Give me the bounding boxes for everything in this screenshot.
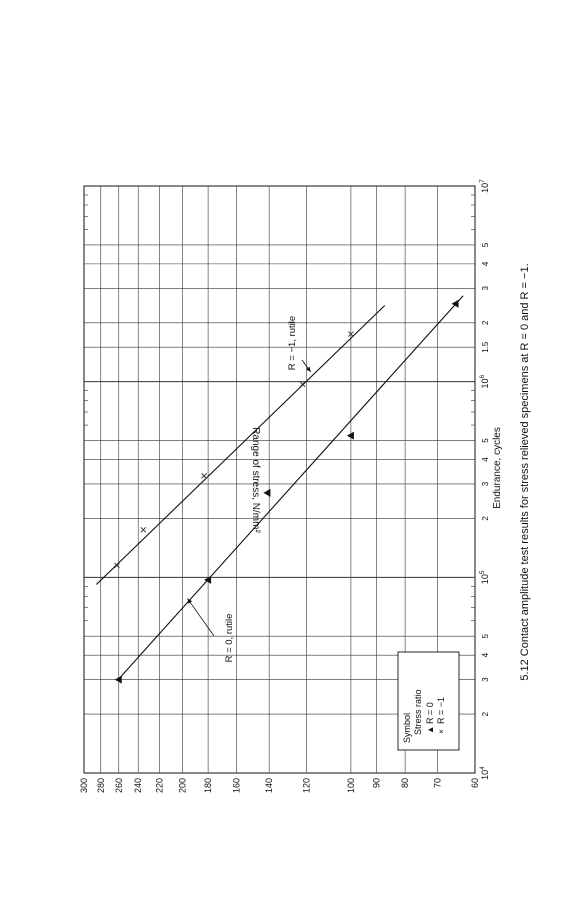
x-tick-label: 5 — [481, 242, 490, 248]
x-tick-label: 2 — [481, 320, 490, 325]
legend-title: Symbol — [402, 712, 412, 743]
y-tick-label: 220 — [154, 778, 165, 794]
y-tick-label: 140 — [264, 778, 275, 794]
x-tick-label: $10^7$ — [479, 179, 490, 193]
annotation-label: R = 0, rutile — [224, 613, 235, 663]
legend-cross-icon: × — [436, 729, 446, 734]
y-tick-label: 70 — [432, 778, 443, 789]
y-tick-label: 280 — [95, 778, 106, 794]
x-tick-label: 5 — [481, 634, 490, 639]
x-tick-label: 3 — [481, 481, 490, 487]
cross-marker — [300, 382, 305, 387]
cross-marker — [141, 527, 146, 532]
y-tick-label: 180 — [203, 778, 214, 794]
y-tick-label: 260 — [113, 778, 124, 794]
legend-triangle-icon: ▲ — [425, 725, 435, 734]
x-tick-label: 2 — [481, 516, 490, 521]
figure-caption: 5.12 Contact amplitude test results for stress relieved specimens at R = 0 and R = −1. — [519, 263, 531, 681]
x-axis-label: Endurance, cycles — [492, 427, 503, 509]
x-tick-label: 2 — [481, 711, 490, 717]
y-tick-label: 60 — [470, 778, 480, 789]
x-tick-label: 4 — [481, 652, 490, 658]
x-tick-label: 3 — [481, 677, 490, 682]
legend — [398, 652, 459, 750]
y-tick-label: 300 — [79, 778, 89, 794]
annotation-label: R = −1, rutile — [287, 315, 298, 371]
cross-marker — [202, 473, 207, 478]
x-tick-label: $10^5$ — [479, 570, 490, 585]
x-tick-label: $10^6$ — [479, 374, 490, 389]
y-axis-label: Range of stress, N/mm² — [250, 427, 261, 533]
x-tick-label: 4 — [481, 261, 490, 267]
legend-subtitle: Stress ratio — [413, 689, 423, 735]
triangle-marker — [347, 432, 354, 440]
y-tick-label: 80 — [400, 778, 411, 789]
y-tick-label: 90 — [371, 778, 382, 789]
legend-entry-label: R = 0 — [425, 702, 435, 724]
y-tick-label: 240 — [133, 778, 144, 794]
annotations — [187, 316, 310, 663]
y-tick-label: 100 — [345, 778, 356, 794]
x-tick-label: 5 — [481, 438, 490, 443]
y-tick-label: 200 — [177, 778, 188, 794]
triangle-marker — [452, 300, 459, 308]
x-tick-label: 3 — [481, 286, 490, 291]
y-tick-label: 160 — [231, 778, 242, 794]
fit-lines — [96, 296, 463, 677]
triangle-marker — [263, 489, 270, 497]
plot — [79, 179, 490, 793]
x-tick-label: $10^4$ — [479, 766, 490, 780]
legend-entry-label: R = −1 — [436, 696, 446, 724]
triangle-marker — [115, 676, 122, 684]
y-tick-label: 120 — [301, 778, 312, 794]
x-tick-label: 4 — [481, 457, 490, 462]
x-tick-label: 1.5 — [481, 341, 490, 353]
annotation-leader — [187, 598, 214, 636]
